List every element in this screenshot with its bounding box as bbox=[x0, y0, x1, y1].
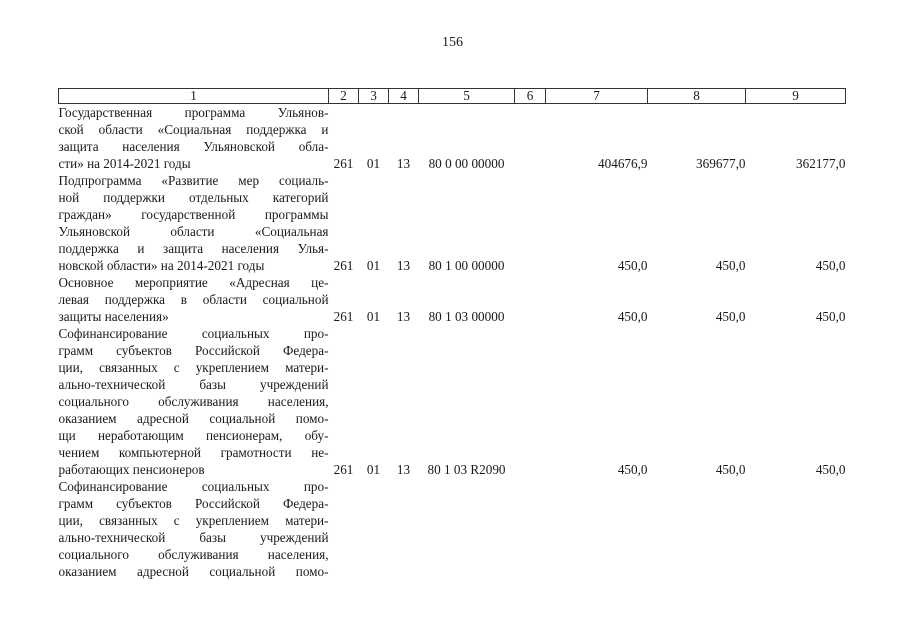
cell-col-8: 450,0 bbox=[715, 309, 746, 324]
cell-col-3 bbox=[359, 478, 389, 580]
cell-col-4: 13 bbox=[396, 462, 411, 477]
column-header-3: 3 bbox=[359, 89, 389, 104]
table-row bbox=[59, 104, 846, 173]
row-name-line: ально-технической базы учреждений bbox=[58, 530, 329, 545]
row-name-line: ально-технической базы учреждений bbox=[58, 377, 329, 392]
cell-col-6 bbox=[515, 274, 546, 325]
cell-col-7: 450,0 bbox=[617, 309, 648, 324]
cell-col-3: 01 bbox=[366, 258, 381, 273]
row-name-cell bbox=[59, 478, 329, 580]
cell-col-7: 450,0 bbox=[617, 462, 648, 477]
cell-col-6 bbox=[515, 104, 546, 173]
row-name-line: граждан» государственной программы bbox=[58, 207, 329, 222]
row-name-line: сти» на 2014-2021 годы bbox=[58, 156, 191, 171]
cell-col-9: 450,0 bbox=[815, 309, 846, 324]
row-name-line: Государственная программа Ульянов- bbox=[58, 105, 329, 120]
row-name-cell bbox=[59, 172, 329, 274]
column-header-9: 9 bbox=[746, 89, 846, 104]
row-name-line: Софинансирование социальных про- bbox=[58, 479, 329, 494]
row-name-line: социального обслуживания населения, bbox=[58, 394, 329, 409]
row-name-line: ской области «Социальная поддержка и bbox=[58, 122, 329, 137]
row-name-line: работающих пенсионеров bbox=[58, 462, 205, 477]
row-name-line: чением компьютерной грамотности не- bbox=[58, 445, 329, 460]
row-name-line: левая поддержка в области социальной bbox=[58, 292, 329, 307]
row-name-line: защита населения Ульяновской обла- bbox=[58, 139, 329, 154]
cell-col-5: 80 1 03 00000 bbox=[428, 309, 505, 324]
cell-col-3: 01 bbox=[366, 156, 381, 171]
row-name-line: защиты населения» bbox=[58, 309, 169, 324]
row-name-line: поддержка и защита населения Улья- bbox=[58, 241, 329, 256]
column-header-4: 4 bbox=[389, 89, 419, 104]
row-name-line: Основное мероприятие «Адресная це- bbox=[58, 275, 329, 290]
row-name-line: оказанием адресной социальной помо- bbox=[58, 564, 329, 579]
cell-col-6 bbox=[515, 325, 546, 478]
table-row bbox=[59, 325, 846, 478]
row-name-line: щи неработающим пенсионерам, обу- bbox=[58, 428, 329, 443]
header-row bbox=[59, 89, 846, 104]
cell-col-9: 450,0 bbox=[815, 462, 846, 477]
row-name-line: Подпрограмма «Развитие мер социаль- bbox=[58, 173, 329, 188]
cell-col-4: 13 bbox=[396, 156, 411, 171]
table-row bbox=[59, 274, 846, 325]
cell-col-3: 01 bbox=[366, 462, 381, 477]
cell-col-2: 261 bbox=[333, 309, 354, 324]
row-name-line: Ульяновской области «Социальная bbox=[58, 224, 329, 239]
cell-col-8: 450,0 bbox=[715, 258, 746, 273]
cell-col-9: 362177,0 bbox=[796, 156, 846, 171]
cell-col-9 bbox=[746, 478, 846, 580]
cell-col-5 bbox=[419, 478, 515, 580]
cell-col-2: 261 bbox=[333, 462, 354, 477]
row-name-line: Софинансирование социальных про- bbox=[58, 326, 329, 341]
column-header-8: 8 bbox=[648, 89, 746, 104]
cell-col-8 bbox=[648, 478, 746, 580]
page-number: 156 bbox=[442, 35, 463, 50]
cell-col-5: 80 1 00 00000 bbox=[428, 258, 505, 273]
cell-col-4: 13 bbox=[396, 258, 411, 273]
table-row bbox=[59, 172, 846, 274]
column-header-2: 2 bbox=[329, 89, 359, 104]
row-name-line: ции, связанных с укреплением матери- bbox=[58, 360, 329, 375]
row-name-line: грамм субъектов Российской Федера- bbox=[58, 343, 329, 358]
cell-col-6 bbox=[515, 478, 546, 580]
row-name-line: грамм субъектов Российской Федера- bbox=[58, 496, 329, 511]
row-name-cell bbox=[59, 104, 329, 173]
row-name-line: ной поддержки отдельных категорий bbox=[58, 190, 329, 205]
cell-col-6 bbox=[515, 172, 546, 274]
cell-col-8: 369677,0 bbox=[696, 156, 746, 171]
cell-col-5: 80 1 03 R2090 bbox=[427, 462, 506, 477]
budget-table bbox=[58, 88, 846, 580]
row-name-cell bbox=[59, 274, 329, 325]
cell-col-5: 80 0 00 00000 bbox=[428, 156, 505, 171]
cell-col-2 bbox=[329, 478, 359, 580]
cell-col-2: 261 bbox=[333, 258, 354, 273]
row-name-line: новской области» на 2014-2021 годы bbox=[58, 258, 265, 273]
cell-col-7: 404676,9 bbox=[598, 156, 648, 171]
row-name-line: оказанием адресной социальной помо- bbox=[58, 411, 329, 426]
row-name-cell bbox=[59, 325, 329, 478]
cell-col-7 bbox=[546, 478, 648, 580]
cell-col-4: 13 bbox=[396, 309, 411, 324]
cell-col-2: 261 bbox=[333, 156, 354, 171]
column-header-7: 7 bbox=[546, 89, 648, 104]
cell-col-9: 450,0 bbox=[815, 258, 846, 273]
row-name-line: социального обслуживания населения, bbox=[58, 547, 329, 562]
row-name-line: ции, связанных с укреплением матери- bbox=[58, 513, 329, 528]
column-header-1: 1 bbox=[59, 89, 329, 104]
column-header-6: 6 bbox=[515, 89, 546, 104]
table-row bbox=[59, 478, 846, 580]
cell-col-8: 450,0 bbox=[715, 462, 746, 477]
cell-col-4 bbox=[389, 478, 419, 580]
column-header-5: 5 bbox=[419, 89, 515, 104]
cell-col-3: 01 bbox=[366, 309, 381, 324]
cell-col-7: 450,0 bbox=[617, 258, 648, 273]
